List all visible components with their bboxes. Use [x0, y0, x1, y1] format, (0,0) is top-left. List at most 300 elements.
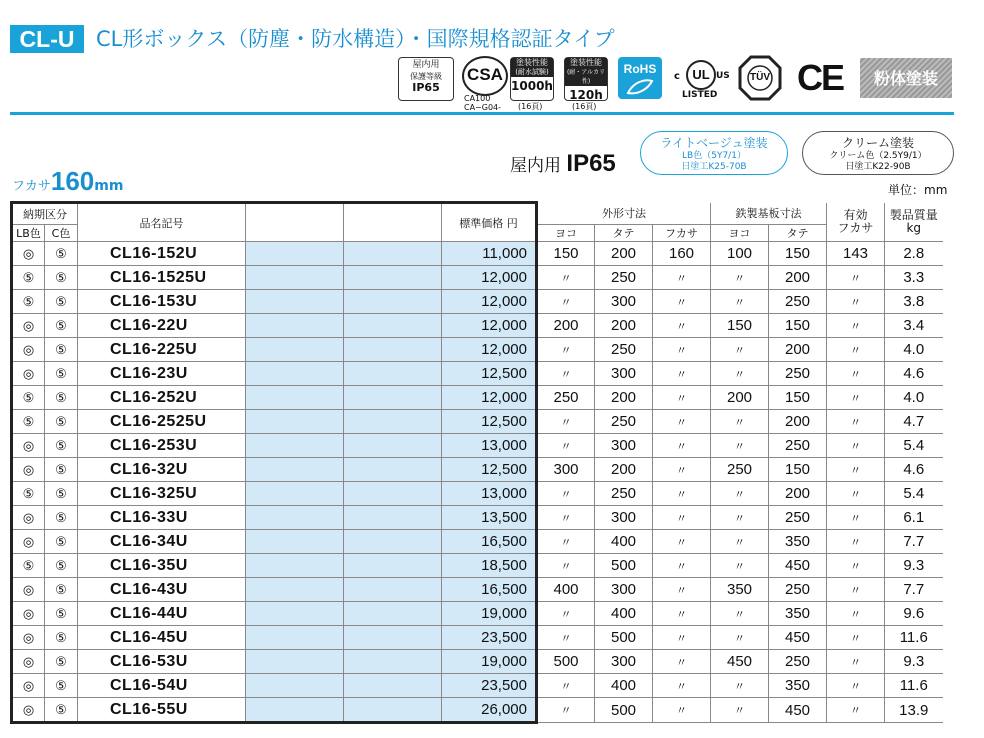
cell-price: 12,500: [442, 458, 537, 482]
cell-plate-tate: 450: [769, 554, 827, 578]
cell-outer-yoko: 〃: [537, 482, 595, 506]
cell-plate-tate: 200: [769, 410, 827, 434]
cell-mass: 9.6: [885, 602, 943, 626]
csa-logo-text: CSA: [467, 65, 503, 84]
header-rule: [10, 112, 954, 115]
cell-lb-delivery: ◎: [12, 530, 45, 554]
paint-alkali-value: 120h: [569, 88, 603, 102]
cell-outer-fukasa: 〃: [653, 410, 711, 434]
table-row: [12, 458, 943, 482]
col-c: C色: [45, 225, 78, 242]
cell-c-delivery: ⑤: [45, 434, 78, 458]
color-cream-spec: 日塗工K22-90B: [845, 162, 911, 172]
cell-outer-tate: 400: [595, 674, 653, 698]
cell-mass: 5.4: [885, 434, 943, 458]
cell-lb-delivery: ◎: [12, 458, 45, 482]
cell-outer-fukasa: 〃: [653, 458, 711, 482]
cell-effective-depth: 〃: [827, 650, 885, 674]
cell-plate-yoko: 〃: [711, 626, 769, 650]
color-lb-title: ライトベージュ塗装: [660, 136, 768, 150]
ip-badge-line3: IP65: [412, 81, 440, 94]
cell-product-code: CL16-152U: [78, 242, 246, 266]
series-tag: CL-U: [10, 25, 84, 53]
cell-product-code: CL16-45U: [78, 626, 246, 650]
cell-outer-yoko: 〃: [537, 626, 595, 650]
cell-price: 23,500: [442, 674, 537, 698]
cell-plate-yoko: 450: [711, 650, 769, 674]
cell-product-code: CL16-43U: [78, 578, 246, 602]
ce-mark: CE: [796, 57, 843, 98]
cell-plate-tate: 250: [769, 362, 827, 386]
cell-lb-delivery: ⑤: [12, 266, 45, 290]
cell-plate-yoko: 〃: [711, 266, 769, 290]
col-price: 標準価格 円: [442, 203, 537, 242]
cell-outer-fukasa: 〃: [653, 314, 711, 338]
cell-mass: 5.4: [885, 482, 943, 506]
cell-outer-yoko: 〃: [537, 530, 595, 554]
cell-blank: [246, 290, 344, 314]
cell-outer-fukasa: 〃: [653, 554, 711, 578]
cell-outer-yoko: 300: [537, 458, 595, 482]
cell-effective-depth: 〃: [827, 362, 885, 386]
cell-blank: [246, 650, 344, 674]
cell-price: 12,500: [442, 410, 537, 434]
cell-outer-yoko: 〃: [537, 362, 595, 386]
cell-c-delivery: ⑤: [45, 602, 78, 626]
cell-effective-depth: 〃: [827, 674, 885, 698]
cell-blank: [344, 602, 442, 626]
rohs-logo-text: RoHS: [623, 62, 657, 76]
cell-lb-delivery: ◎: [12, 314, 45, 338]
cell-outer-tate: 250: [595, 266, 653, 290]
table-row: [12, 530, 943, 554]
leaf-icon: [626, 79, 654, 95]
cell-plate-tate: 200: [769, 266, 827, 290]
cell-outer-tate: 500: [595, 626, 653, 650]
cell-outer-yoko: 〃: [537, 410, 595, 434]
cell-mass: 2.8: [885, 242, 943, 266]
cell-price: 11,000: [442, 242, 537, 266]
cell-outer-fukasa: 〃: [653, 578, 711, 602]
tuv-logo-text: TÜV: [750, 72, 770, 83]
cell-blank: [246, 506, 344, 530]
cell-product-code: CL16-2525U: [78, 410, 246, 434]
cell-product-code: CL16-252U: [78, 386, 246, 410]
col-code: 品名記号: [78, 203, 246, 242]
cell-plate-yoko: 〃: [711, 290, 769, 314]
cell-c-delivery: ⑤: [45, 650, 78, 674]
cell-plate-tate: 200: [769, 482, 827, 506]
table-row: [12, 266, 943, 290]
paint-alkali-label: 塗装性能: [565, 58, 607, 68]
indoor-ip: IP65: [566, 150, 616, 177]
col-plate-yoko: ヨコ: [711, 225, 769, 242]
cell-price: 12,000: [442, 386, 537, 410]
cell-mass: 3.4: [885, 314, 943, 338]
csa-logo: [462, 56, 508, 96]
paint-water-note: (16頁): [518, 102, 543, 111]
cell-c-delivery: ⑤: [45, 530, 78, 554]
ul-circle: [686, 60, 716, 90]
cell-lb-delivery: ◎: [12, 506, 45, 530]
cell-outer-fukasa: 〃: [653, 386, 711, 410]
cell-effective-depth: 〃: [827, 266, 885, 290]
cell-blank: [344, 338, 442, 362]
cell-plate-tate: 200: [769, 338, 827, 362]
col-blank-2: [344, 203, 442, 242]
cell-outer-fukasa: 〃: [653, 338, 711, 362]
cell-plate-yoko: 〃: [711, 338, 769, 362]
cell-plate-tate: 350: [769, 602, 827, 626]
cell-plate-yoko: 〃: [711, 530, 769, 554]
cell-product-code: CL16-253U: [78, 434, 246, 458]
cell-product-code: CL16-54U: [78, 674, 246, 698]
table-row: [12, 338, 943, 362]
cell-price: 13,000: [442, 434, 537, 458]
cell-effective-depth: 〃: [827, 458, 885, 482]
ul-right-text: US: [716, 71, 730, 81]
cell-c-delivery: ⑤: [45, 338, 78, 362]
cell-product-code: CL16-35U: [78, 554, 246, 578]
table-row: [12, 410, 943, 434]
cell-effective-depth: 〃: [827, 602, 885, 626]
cell-product-code: CL16-23U: [78, 362, 246, 386]
cell-blank: [246, 314, 344, 338]
cell-blank: [344, 266, 442, 290]
rohs-logo: [618, 57, 662, 99]
table-row: [12, 698, 943, 723]
cell-product-code: CL16-225U: [78, 338, 246, 362]
cell-price: 12,500: [442, 362, 537, 386]
table-row: [12, 314, 943, 338]
ip-badge-line1: 屋内用: [412, 60, 440, 70]
cell-blank: [344, 410, 442, 434]
col-mass-line2: kg: [906, 220, 922, 235]
cell-plate-yoko: 〃: [711, 434, 769, 458]
col-blank-1: [246, 203, 344, 242]
paint-water-badge: [510, 57, 554, 101]
cell-outer-fukasa: 〃: [653, 434, 711, 458]
cell-mass: 3.3: [885, 266, 943, 290]
cell-c-delivery: ⑤: [45, 554, 78, 578]
cell-mass: 7.7: [885, 578, 943, 602]
table-row: [12, 578, 943, 602]
cell-outer-tate: 200: [595, 242, 653, 266]
color-cream-title: クリーム塗装: [841, 136, 914, 150]
cell-effective-depth: 143: [827, 242, 885, 266]
cell-plate-tate: 150: [769, 314, 827, 338]
cell-mass: 7.7: [885, 530, 943, 554]
cell-blank: [246, 626, 344, 650]
paint-alkali-note: (16頁): [572, 102, 597, 111]
cell-blank: [246, 554, 344, 578]
paint-water-sub: (耐水試験): [511, 68, 553, 77]
indoor-prefix: 屋内用: [510, 156, 561, 176]
cell-plate-tate: 250: [769, 506, 827, 530]
cell-mass: 6.1: [885, 506, 943, 530]
cell-product-code: CL16-55U: [78, 698, 246, 723]
cell-price: 12,000: [442, 314, 537, 338]
cell-plate-tate: 150: [769, 386, 827, 410]
cell-c-delivery: ⑤: [45, 314, 78, 338]
cell-outer-tate: 200: [595, 458, 653, 482]
cell-c-delivery: ⑤: [45, 362, 78, 386]
cell-c-delivery: ⑤: [45, 266, 78, 290]
cell-outer-yoko: 〃: [537, 698, 595, 723]
paint-alkali-sub: (耐・アルカリ性): [566, 69, 606, 85]
cell-outer-tate: 300: [595, 506, 653, 530]
cell-price: 12,000: [442, 338, 537, 362]
product-table: [10, 201, 943, 724]
depth-value: 160: [50, 166, 95, 196]
cell-outer-tate: 250: [595, 338, 653, 362]
cell-mass: 11.6: [885, 674, 943, 698]
cell-effective-depth: 〃: [827, 554, 885, 578]
table-row: [12, 290, 943, 314]
col-outer-fukasa: フカサ: [653, 225, 711, 242]
cell-c-delivery: ⑤: [45, 290, 78, 314]
cell-plate-yoko: 100: [711, 242, 769, 266]
cell-blank: [246, 338, 344, 362]
cell-effective-depth: 〃: [827, 434, 885, 458]
ul-logo-text: UL: [692, 67, 710, 82]
cell-c-delivery: ⑤: [45, 578, 78, 602]
cell-product-code: CL16-325U: [78, 482, 246, 506]
cell-blank: [246, 362, 344, 386]
cell-plate-yoko: 〃: [711, 674, 769, 698]
cell-blank: [246, 602, 344, 626]
cell-lb-delivery: ⑤: [12, 386, 45, 410]
table-row: [12, 626, 943, 650]
cell-lb-delivery: ⑤: [12, 554, 45, 578]
cell-mass: 4.0: [885, 386, 943, 410]
cell-outer-tate: 250: [595, 482, 653, 506]
table-row: [12, 650, 943, 674]
cell-lb-delivery: ◎: [12, 434, 45, 458]
cell-effective-depth: 〃: [827, 626, 885, 650]
cell-outer-yoko: 200: [537, 314, 595, 338]
cell-price: 19,000: [442, 650, 537, 674]
cell-blank: [246, 434, 344, 458]
cell-plate-yoko: 〃: [711, 482, 769, 506]
cell-plate-yoko: 〃: [711, 410, 769, 434]
cell-plate-tate: 150: [769, 242, 827, 266]
cell-c-delivery: ⑤: [45, 698, 78, 723]
cell-outer-yoko: 〃: [537, 506, 595, 530]
cell-outer-fukasa: 〃: [653, 506, 711, 530]
paint-water-label: 塗装性能: [511, 58, 553, 68]
cell-price: 12,000: [442, 266, 537, 290]
cell-c-delivery: ⑤: [45, 458, 78, 482]
cell-price: 13,000: [442, 482, 537, 506]
cell-blank: [246, 578, 344, 602]
cell-blank: [344, 482, 442, 506]
cell-lb-delivery: ◎: [12, 578, 45, 602]
cell-lb-delivery: ◎: [12, 602, 45, 626]
cell-mass: 4.0: [885, 338, 943, 362]
cell-plate-yoko: 〃: [711, 602, 769, 626]
color-option-lb: [640, 131, 788, 175]
cell-outer-fukasa: 〃: [653, 674, 711, 698]
cell-blank: [246, 530, 344, 554]
csa-code-2: CA−G04-: [464, 103, 502, 112]
cell-mass: 9.3: [885, 554, 943, 578]
table-row: [12, 674, 943, 698]
cell-price: 13,500: [442, 506, 537, 530]
cell-blank: [344, 698, 442, 723]
cell-mass: 4.7: [885, 410, 943, 434]
ip-rating-badge: [398, 57, 454, 101]
cell-c-delivery: ⑤: [45, 386, 78, 410]
ul-listed-text: LISTED: [682, 90, 718, 100]
cell-blank: [344, 626, 442, 650]
cell-outer-yoko: 500: [537, 650, 595, 674]
cell-lb-delivery: ◎: [12, 626, 45, 650]
cell-outer-fukasa: 〃: [653, 626, 711, 650]
cell-blank: [246, 386, 344, 410]
cell-mass: 3.8: [885, 290, 943, 314]
color-cream-code: クリーム色（2.5Y9/1）: [829, 151, 927, 161]
cell-plate-yoko: 250: [711, 458, 769, 482]
cell-outer-yoko: 〃: [537, 434, 595, 458]
cell-c-delivery: ⑤: [45, 626, 78, 650]
cell-plate-yoko: 〃: [711, 362, 769, 386]
cell-plate-yoko: 〃: [711, 554, 769, 578]
cell-effective-depth: 〃: [827, 482, 885, 506]
tuv-logo: [738, 55, 782, 101]
cell-outer-tate: 400: [595, 530, 653, 554]
series-title: CL形ボックス（防塵・防水構造）・国際規格認証タイプ: [96, 27, 615, 51]
depth-heading: [12, 166, 123, 197]
col-eff-line1: 有効: [843, 207, 868, 222]
table-row: [12, 242, 943, 266]
cell-blank: [246, 674, 344, 698]
cell-price: 26,000: [442, 698, 537, 723]
cell-outer-fukasa: 〃: [653, 482, 711, 506]
col-effective-depth: [827, 203, 885, 242]
cell-mass: 9.3: [885, 650, 943, 674]
cell-plate-yoko: 350: [711, 578, 769, 602]
col-mass-line1: 製品質量: [889, 207, 938, 222]
cell-outer-tate: 200: [595, 386, 653, 410]
cell-price: 12,000: [442, 290, 537, 314]
cell-product-code: CL16-22U: [78, 314, 246, 338]
cell-blank: [344, 674, 442, 698]
cell-lb-delivery: ◎: [12, 362, 45, 386]
table-row: [12, 506, 943, 530]
cell-blank: [246, 698, 344, 723]
cell-effective-depth: 〃: [827, 506, 885, 530]
color-lb-spec: 日塗工K25-70B: [681, 162, 747, 172]
col-lb: LB色: [12, 225, 45, 242]
cell-outer-fukasa: 160: [653, 242, 711, 266]
col-plate: 鉄製基板寸法: [711, 203, 827, 225]
cell-mass: 11.6: [885, 626, 943, 650]
powder-coating-badge: [860, 58, 952, 98]
table-body: [12, 242, 943, 723]
cell-blank: [344, 530, 442, 554]
color-lb-code: LB色（5Y7/1）: [682, 151, 746, 161]
cell-outer-yoko: 400: [537, 578, 595, 602]
cell-blank: [344, 434, 442, 458]
cell-plate-tate: 250: [769, 650, 827, 674]
col-mass: [885, 203, 943, 242]
cell-lb-delivery: ⑤: [12, 290, 45, 314]
cell-plate-yoko: 150: [711, 314, 769, 338]
table-row: [12, 482, 943, 506]
depth-label: フカサ: [12, 179, 51, 194]
cell-blank: [344, 290, 442, 314]
cell-price: 23,500: [442, 626, 537, 650]
cell-plate-yoko: 〃: [711, 506, 769, 530]
cell-effective-depth: 〃: [827, 578, 885, 602]
table-header: [12, 203, 943, 242]
cell-blank: [344, 242, 442, 266]
cell-effective-depth: 〃: [827, 530, 885, 554]
ul-left-text: c: [674, 71, 680, 82]
cell-blank: [246, 410, 344, 434]
paint-water-value: 1000h: [511, 79, 553, 93]
col-eff-line2: フカサ: [837, 220, 874, 235]
cell-outer-tate: 400: [595, 602, 653, 626]
cell-outer-yoko: 150: [537, 242, 595, 266]
csa-code-1: CA100: [464, 94, 491, 103]
unit-note: 単位：mm: [888, 183, 948, 197]
cell-outer-tate: 300: [595, 578, 653, 602]
cell-outer-yoko: 250: [537, 386, 595, 410]
cell-plate-tate: 250: [769, 290, 827, 314]
cell-effective-depth: 〃: [827, 290, 885, 314]
indoor-rating: [510, 150, 616, 178]
cell-lb-delivery: ◎: [12, 698, 45, 723]
cell-outer-yoko: 〃: [537, 338, 595, 362]
cell-product-code: CL16-33U: [78, 506, 246, 530]
cell-outer-fukasa: 〃: [653, 362, 711, 386]
col-plate-tate: タテ: [769, 225, 827, 242]
cell-c-delivery: ⑤: [45, 674, 78, 698]
cell-outer-fukasa: 〃: [653, 266, 711, 290]
cell-lb-delivery: ◎: [12, 674, 45, 698]
cell-outer-tate: 300: [595, 362, 653, 386]
table-row: [12, 362, 943, 386]
cell-outer-yoko: 〃: [537, 554, 595, 578]
cell-effective-depth: 〃: [827, 698, 885, 723]
cell-plate-tate: 350: [769, 530, 827, 554]
cell-blank: [344, 314, 442, 338]
cell-blank: [344, 386, 442, 410]
cell-blank: [344, 506, 442, 530]
cell-lb-delivery: ◎: [12, 650, 45, 674]
cell-product-code: CL16-44U: [78, 602, 246, 626]
cell-plate-yoko: 200: [711, 386, 769, 410]
cell-product-code: CL16-34U: [78, 530, 246, 554]
cell-outer-fukasa: 〃: [653, 650, 711, 674]
cell-outer-fukasa: 〃: [653, 698, 711, 723]
cell-price: 19,000: [442, 602, 537, 626]
cell-outer-fukasa: 〃: [653, 290, 711, 314]
cell-effective-depth: 〃: [827, 338, 885, 362]
cell-plate-tate: 350: [769, 674, 827, 698]
cell-plate-tate: 150: [769, 458, 827, 482]
cell-lb-delivery: ⑤: [12, 482, 45, 506]
paint-alkali-badge: [564, 57, 608, 101]
table-row: [12, 434, 943, 458]
cell-plate-yoko: 〃: [711, 698, 769, 723]
cell-outer-yoko: 〃: [537, 674, 595, 698]
cell-blank: [246, 242, 344, 266]
csa-codes: [464, 94, 501, 112]
cell-outer-tate: 300: [595, 434, 653, 458]
